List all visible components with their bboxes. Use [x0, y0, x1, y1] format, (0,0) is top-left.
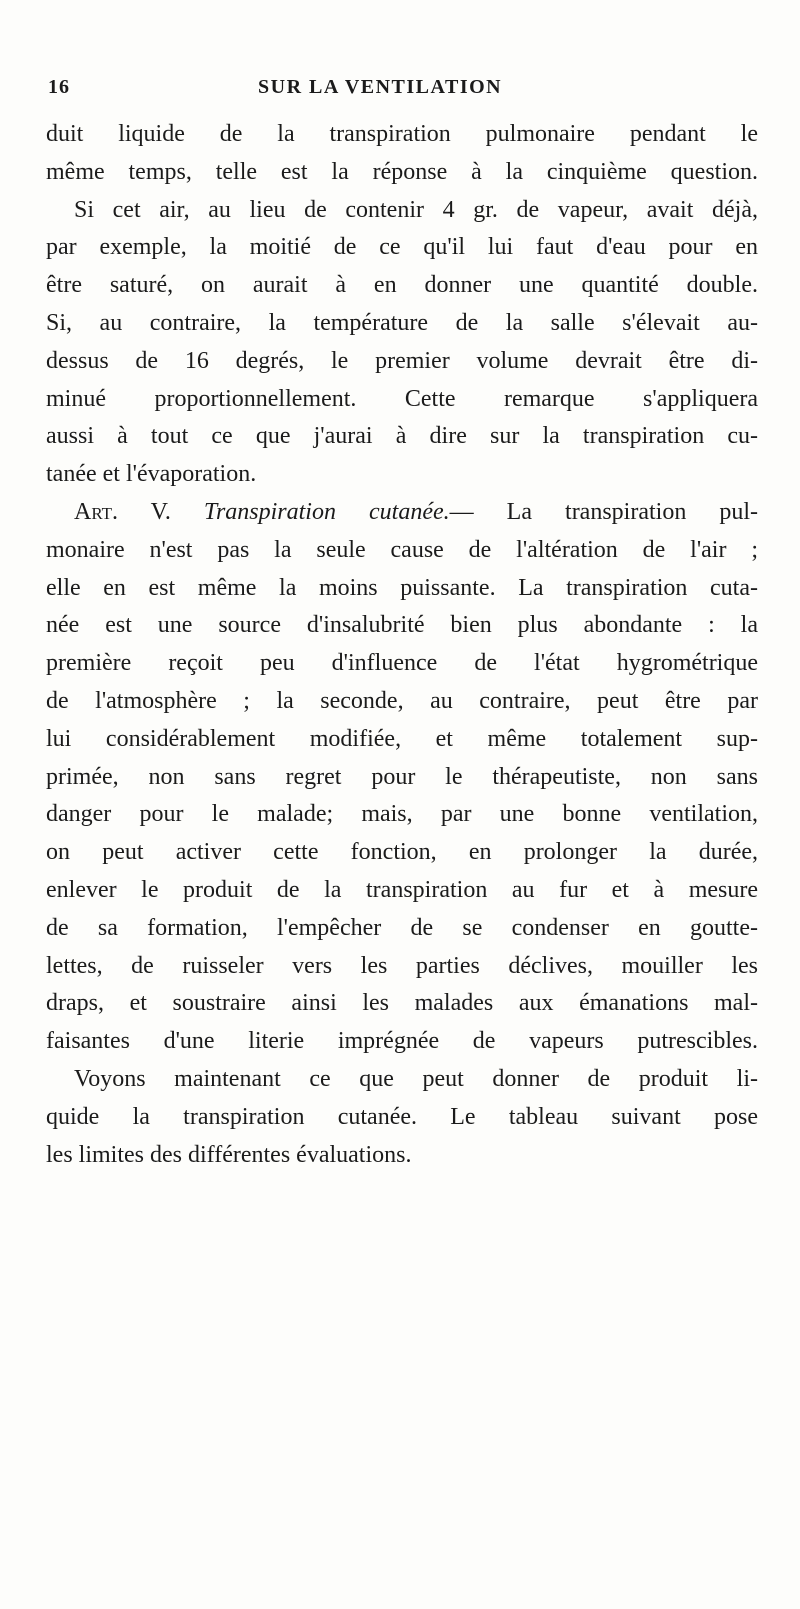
text-line: monaire n'est pas la seule cause de l'altération de l'air ; [46, 536, 758, 563]
text-line: danger pour le malade; mais, par une bonne ventilation, [46, 801, 758, 828]
text-line: on peut activer cette fonction, en prolonger la durée, [46, 839, 758, 866]
text-line: née est une source d'insalubrité bien plus abondante : la [46, 612, 758, 639]
text-line: de l'atmosphère ; la seconde, au contraire, peut être par [46, 687, 758, 714]
text-line: lettes, de ruisseler vers les parties déclives, mouiller les [46, 952, 758, 979]
text-line: tanée et l'évaporation. [46, 461, 257, 488]
text-line: draps, et soustraire ainsi les malades aux émanations mal- [46, 990, 758, 1017]
text-line: Voyons maintenant ce que peut donner de produit li- [74, 1065, 758, 1092]
article-label: Art. V. [74, 498, 171, 525]
article-first-line: — La transpiration pul- [449, 498, 759, 525]
text-line: elle en est même la moins puissante. La transpiration cuta- [46, 574, 758, 601]
text-line: quide la transpiration cutanée. Le tableau suivant pose [46, 1103, 758, 1130]
text-line: minué proportionnellement. Cette remarque s'appliquera [46, 385, 758, 412]
text-line: dessus de 16 degrés, le premier volume devrait être di- [46, 347, 758, 374]
text-line: par exemple, la moitié de ce qu'il lui faut d'eau pour en [46, 234, 758, 261]
page-number: 16 [48, 76, 70, 98]
article-heading-line [46, 494, 758, 532]
text-line: duit liquide de la transpiration pulmonaire pendant le [46, 121, 758, 147]
text-line: les limites des différentes évaluations. [46, 1141, 412, 1168]
text-line: Si cet air, au lieu de contenir 4 gr. de vapeur, avait déjà, [74, 196, 758, 223]
running-title: SUR LA VENTILATION [258, 76, 503, 98]
text-line: première reçoit peu d'influence de l'état hygrométrique [46, 650, 758, 677]
text-line: même temps, telle est la réponse à la cinquième question. [46, 158, 758, 185]
body-text [46, 116, 758, 1174]
text-line: de sa formation, l'empêcher de se condenser en goutte- [46, 914, 758, 941]
text-line: être saturé, on aurait à en donner une quantité double. [46, 272, 758, 299]
text-line: faisantes d'une literie imprégnée de vapeurs putrescibles. [46, 1028, 758, 1055]
text-line: enlever le produit de la transpiration au fur et à mesure [46, 876, 758, 903]
running-head [48, 76, 758, 106]
text-line: lui considérablement modifiée, et même totalement sup- [46, 725, 758, 752]
text-line: Si, au contraire, la température de la salle s'élevait au- [46, 309, 758, 336]
text-line: aussi à tout ce que j'aurai à dire sur la transpiration cu- [46, 423, 758, 450]
text-line: primée, non sans regret pour le thérapeutiste, non sans [46, 763, 758, 790]
article-title: Transpiration cutanée. [203, 498, 450, 525]
